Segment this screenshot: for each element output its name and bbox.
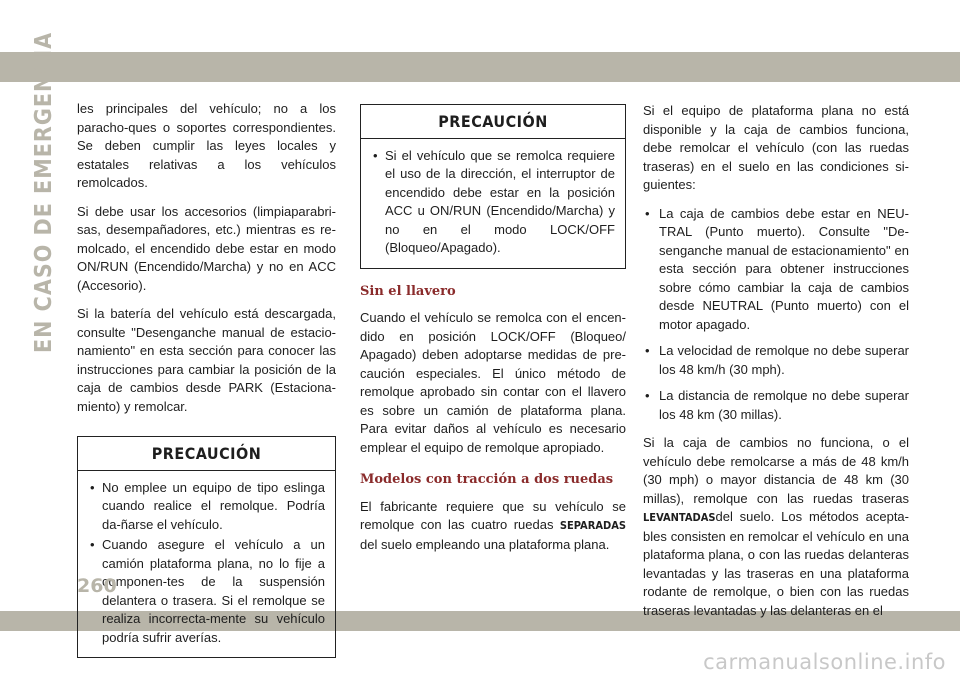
list-item: • La caja de cambios debe estar en NEU-TRAL (Punto muerto). Consulte "De-senganche manual de estacionamiento" en esta sección para obtener instrucciones sobre cómo cambiar la caja de cambios desde NEUTRAL (Punto muerto) con el motor apagado.: [643, 205, 909, 335]
caution-item: • Si el vehículo que se remolca requiere el uso de la dirección, el interruptor de encendido debe estar en la posición ACC u ON/RUN (Encendido/Marcha) y no en el modo LOCK/OFF (Bloqueo/Apagado).: [371, 147, 615, 258]
caution-box: [360, 104, 626, 269]
paragraph: [360, 498, 626, 555]
text-run: El fabricante requiere que su vehículo se remolque con las cuatro ruedas: [360, 498, 626, 532]
watermark-text: carmanualsonline.info: [703, 650, 946, 674]
column-2: [360, 104, 626, 564]
caution-box: [77, 436, 336, 658]
caution-list: [371, 147, 615, 258]
column-3: [643, 102, 909, 630]
caution-item: • No emplee un equipo de tipo eslinga cuando realice el remolque. Podría da-ñarse el vehículo.: [88, 479, 325, 535]
condition-list: [643, 205, 909, 425]
caution-item: • Cuando asegure el vehículo a un camión plataforma plana, no lo fije a componen-tes de la suspensión delantera o trasera. Si el remolque se realiza incorrecta-mente su vehículo podría sufrir averías.: [88, 536, 325, 647]
text-run: Si la caja de cambios no funciona, o el vehículo debe remolcarse a más de 48 km/h (30 mph) o mayor distancia de 48 km (30 millas), remolque con las ruedas traseras: [643, 435, 909, 506]
page-number: 260: [77, 575, 117, 597]
paragraph: Si el equipo de plataforma plana no está disponible y la caja de cambios funciona, debe remolcar el vehículo (con las ruedas traseras) en el suelo en las condiciones si-guientes:: [643, 103, 909, 192]
paragraph: Si la batería del vehículo está descargada, consulte "Desenganche manual de estacio-namiento" en esta sección para conocer las instrucciones para cambiar la posición de la caja de cambios desde PARK (Estaciona-miento) y remolcar.: [77, 306, 336, 414]
section-side-title: EN CASO DE EMERGENCIA: [31, 31, 57, 353]
top-band: [0, 52, 960, 82]
list-item: • La velocidad de remolque no debe superar los 48 km/h (30 mph).: [643, 342, 909, 379]
caps-text: LEVANTADAS: [643, 511, 716, 524]
section-heading: Sin el llavero: [360, 283, 456, 299]
text-run: del suelo. Los métodos acepta-bles consisten en remolcar el vehículo en una plataforma plana, o con las ruedas delanteras levantadas y las traseras en una plataforma rodante de remolque, o bien con las ruedas traseras levantadas y las delanteras en el: [643, 509, 909, 618]
list-item: • La distancia de remolque no debe superar los 48 km (30 millas).: [643, 387, 909, 424]
paragraph: les principales del vehículo; no a los paracho-ques o soportes correspondientes. Se deben cumplir las leyes locales y estatales relativas a los vehículos remolcados.: [77, 101, 336, 190]
caution-list: [88, 479, 325, 648]
paragraph: Si debe usar los accesorios (limpiaparabri-sas, desempañadores, etc.) mientras es re-molcado, el encendido debe estar en modo ON/RUN (Encendido/Marcha) y no en ACC (Accesorio).: [77, 203, 336, 293]
caps-text: SEPARADAS: [559, 519, 626, 532]
caution-title: PRECAUCIÓN: [78, 437, 335, 471]
paragraph: [643, 434, 909, 620]
text-run: del suelo empleando una plataforma plana.: [360, 536, 610, 552]
paragraph: Cuando el vehículo se remolca con el encen-dido en posición LOCK/OFF (Bloqueo/ Apagado) deben adoptarse medidas de pre-caución especiales. El único método de remolque aprobado sin contar con el llavero es sobre un camión de plataforma plana. Para evitar daños al vehículo es necesario emplear el equipo de remolque apropiado.: [360, 310, 626, 455]
section-heading: Modelos con tracción a dos ruedas: [360, 472, 614, 487]
caution-title: PRECAUCIÓN: [361, 105, 625, 139]
